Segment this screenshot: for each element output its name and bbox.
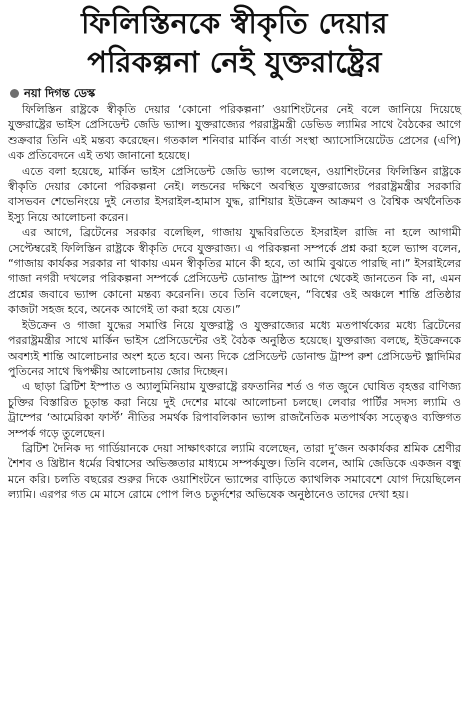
paragraph: এতে বলা হয়েছে, মার্কিন ভাইস প্রেসিডেন্ট জেডি ভ্যান্স বলেছেন, ওয়াশিংটনের ফিলিস্তিন রাষ্ট্রকে স্বীকৃতি দেয়ার কোনো পরিকল্পনা নেই। লন্ডনের দক্ষিণে অবস্থিত যুক্তরাজ্যের পররাষ্ট্রমন্ত্রীর সরকারি বাসভবন শেভেনিংয়ে দুই নেতার ইসরাইল-হামাস যুদ্ধ, রাশিয়ার ইউক্রেন আক্রমণ ও বৈশ্বিক অর্থনৈতিক ইস্যু নিয়ে আলোচনা করেন। — [8, 164, 461, 224]
paragraph: এ ছাড়া ব্রিটিশ ইস্পাত ও অ্যালুমিনিয়াম যুক্তরাষ্ট্রে রফতানির শর্ত ও গত জুনে ঘোষিত বৃহত্তর বাণিজ্য চুক্তির বিস্তারিত চূড়ান্ত করা নিয়ে দুই দেশের মাঝে আলোচনা চলছে। লেবার পার্টির সদস্য ল্যামি ও ট্রাম্পের ‘আমেরিকা ফার্স্ট’ নীতির সমর্থক রিপাবলিকান ভ্যান্স রাজনৈতিক মতপার্থক্য সত্ত্বেও ব্যক্তিগত সম্পর্ক গড়ে তুলেছেন। — [8, 380, 461, 440]
headline-line-1: ফিলিস্তিনকে স্বীকৃতি দেয়ার — [81, 6, 388, 40]
byline — [8, 85, 461, 101]
article-body — [8, 102, 461, 503]
paragraph: ইউক্রেন ও গাজা যুদ্ধের সমাপ্তি নিয়ে যুক্তরাষ্ট্র ও যুক্তরাজ্যের মধ্যে মতপার্থক্যের মধ্যে ব্রিটেনের পররাষ্ট্রমন্ত্রীর সাথে মার্কিন ভাইস প্রেসিডেন্টের ওই বৈঠক অনুষ্ঠিত হয়েছে। যুক্তরাজ্য বলছে, ইউক্রেনকে অবশ্যই শান্তি আলোচনার অংশ হতে হবে। অন্য দিকে প্রেসিডেন্ট ডোনাল্ড ট্রাম্প রুশ প্রেসিডেন্ট ভ্লাদিমির পুতিনের সাথে দ্বিপক্ষীয় আলোচনায় জোর দিচ্ছেন। — [8, 318, 461, 378]
paragraph: এর আগে, ব্রিটেনের সরকার বলেছিল, গাজায় যুদ্ধবিরতিতে ইসরাইল রাজি না হলে আগামী সেপ্টেম্বরেই ফিলিস্তিন রাষ্ট্রকে স্বীকৃতি দেবে যুক্তরাজ্য। এ পরিকল্পনা সম্পর্কে প্রশ্ন করা হলে ভ্যান্স বলেন, “গাজায় কার্যকর সরকার না থাকায় এমন স্বীকৃতির মানে কী হবে, তা আমি বুঝতে পারছি না।” ইসরাইলের গাজা নগরী দখলের পরিকল্পনা সম্পর্কে প্রেসিডেন্ট ডোনাল্ড ট্রাম্প আগে থেকেই জানতেন কি না, এমন প্রশ্নের জবাবে ভ্যান্স কোনো মন্তব্য করেননি। তবে তিনি বলেছেন, “বিশ্বের ওই অঞ্চলে শান্তি প্রতিষ্ঠার কাজটা সহজ হবে, অনেক আগেই তা করা হয়ে যেত।” — [8, 226, 461, 317]
bullet-dot-icon — [10, 89, 19, 98]
paragraph: ফিলিস্তিন রাষ্ট্রকে স্বীকৃতি দেয়ার ‘কোনো পরিকল্পনা’ ওয়াশিংটনের নেই বলে জানিয়ে দিয়েছে যুক্তরাষ্ট্রের ভাইস প্রেসিডেন্ট জেডি ভ্যান্স। যুক্তরাজ্যের পররাষ্ট্রমন্ত্রী ডেভিড ল্যামির সাথে বৈঠকের আগে শুক্রবার তিনি এই মন্তব্য করেছেন। গতকাল শনিবার মার্কিন বার্তা সংস্থা অ্যাসোসিয়েটেড প্রেসের (এপি) এক প্রতিবেদনে এই তথ্য জানানো হয়েছে। — [8, 103, 461, 163]
headline — [8, 4, 461, 82]
byline-text: নয়া দিগন্ত ডেস্ক — [24, 86, 96, 100]
headline-line-2: পরিকল্পনা নেই যুক্তরাষ্ট্রের — [87, 45, 382, 79]
paragraph: ব্রিটিশ দৈনিক দ্য গার্ডিয়ানকে দেয়া সাক্ষাৎকারে ল্যামি বলেছেন, তারা দু’জন অকার্যকর শ্রমিক শ্রেণীর শৈশব ও খ্রিষ্টান ধর্মের বিশ্বাসের অভিজ্ঞতার মাধ্যমে সম্পর্কযুক্ত। তিনি বলেন, আমি জেডিকে একজন বন্ধু মনে করি। চলতি বছরের শুরুর দিকে ওয়াশিংটনে ভ্যান্সের বাড়িতে ক্যাথলিক সমাবেশে যোগ দিয়েছিলেন ল্যামি। এরপর গত মে মাসে রোমে পোপ লিও চতুর্দশের অভিষেক অনুষ্ঠানেও তাদের দেখা হয়। — [8, 441, 461, 502]
